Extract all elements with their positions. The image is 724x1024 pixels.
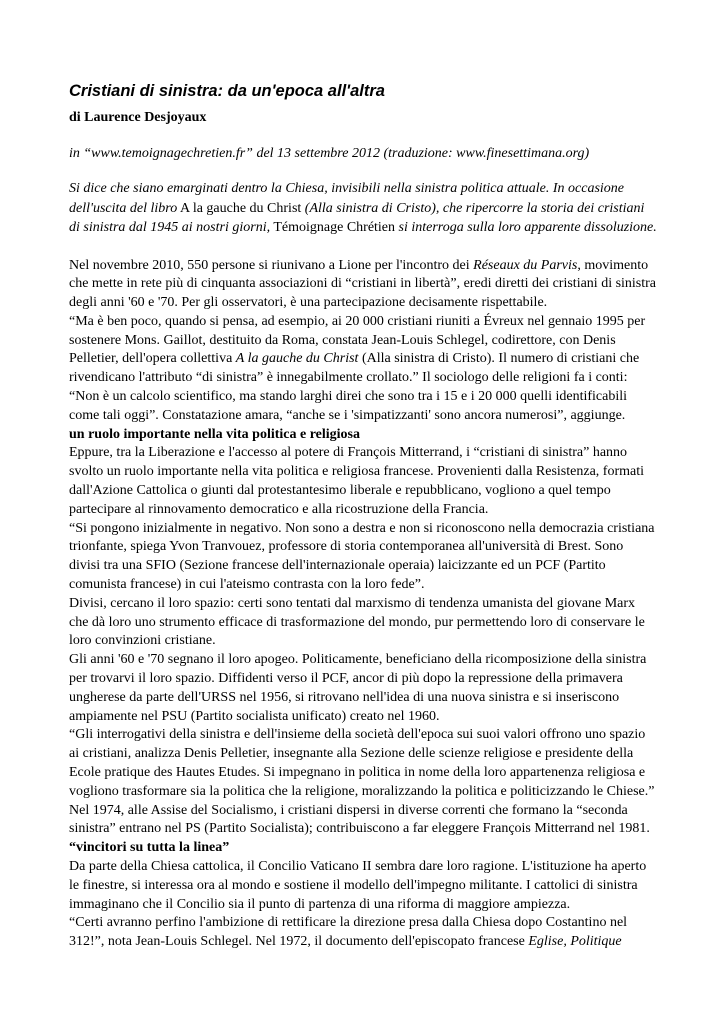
article-source: in “www.temoignagechretien.fr” del 13 settembre 2012 (traduzione: www.finesettimana.org) [69, 146, 590, 161]
paragraph-10 [69, 914, 657, 952]
paragraph-1-text: Nel novembre 2010, 550 persone si riunivano a Lione per l'incontro dei [69, 257, 474, 273]
intro-text-2: (Alla sinistra di Cristo), che ripercorre la storia dei cristiani di sinistra dal 1945 ai nostri giorni, [69, 200, 645, 235]
article-title: Cristiani di sinistra: da un'epoca all'altra [69, 82, 385, 100]
paragraph-1-text-end: , movimento che mette in rete più di cinquanta associazioni di “cristiani in libertà”, eredi diretti dei cristiani di sinistra degli anni '60 e '70. Per gli osservatori, è una partecipazione decisamente rispettabile. [69, 257, 657, 311]
intro-book-title: A la gauche du Christ [177, 200, 305, 216]
paragraph-2-text-end: (Alla sinistra di Cristo). Il numero di cristiani che rivendicano l'attributo “di sinistra” è innegabilmente crollato.” Il sociologo delle religioni fa i conti: “Non è un calcolo scientifico, ma stando larghi direi che sono tra i 15 e i 20 000 quelli identificabili come tali oggi”. Constatazione amara, “anche se i 'simpatizzanti' sono ancora numerosi”, aggiunge. [69, 351, 640, 423]
article-body [69, 257, 657, 952]
paragraph-5: Divisi, cercano il loro spazio: certi sono tentati dal marxismo di tendenza umanista del giovane Marx che dà loro uno strumento efficace di trasformazione del mondo, pur permettendo loro di conservare le loro convinzioni cristiane. [69, 595, 645, 649]
paragraph-4: “Si pongono inizialmente in negativo. Non sono a destra e non si riconoscono nella democrazia cristiana trionfante, spiega Yvon Tranvouez, professore di storia contemporanea all'università di Brest. Sono divisi tra una SFIO (Sezione francese dell'internazionale operaia) laicizzante ed un PCF (Partito comunista francese) in cui l'ateismo contrasta con la loro fede”. [69, 520, 655, 593]
section-heading-2: “vincitori su tutta la linea” [69, 840, 230, 856]
article [69, 80, 657, 952]
intro-text-3: si interroga sulla loro apparente dissoluzione. [398, 220, 657, 235]
paragraph-2-text: “Ma è ben poco, quando si pensa, ad esempio, ai 20 000 cristiani riuniti a Évreux nel gennaio 1995 per sostenere Mons. Gaillot, destituito da Roma, constata Jean-Louis Schlegel, codirettore, con Denis Pelletier, dell'opera collettiva [69, 313, 646, 367]
article-intro [69, 179, 657, 238]
paragraph-10-italic: Eglise, Politique [528, 934, 622, 950]
paragraph-1 [69, 257, 657, 313]
paragraph-7: “Gli interrogativi della sinistra e dell'insieme della società dell'epoca sui suoi valori offrono uno spazio ai cristiani, analizza Denis Pelletier, insegnante alla Sezione delle scienze religiose e presidente della Ecole pratique des Hautes Etudes. Si impegnano in politica in nome della loro appartenenza religiosa e vogliono trasformare sia la politica che la religione, moralizzando la politica e politicizzando le Chiese.” [69, 727, 655, 799]
intro-magazine-name: Témoignage Chrétien [270, 220, 399, 235]
paragraph-6: Gli anni '60 e '70 segnano il loro apogeo. Politicamente, beneficiano della ricomposizione della sinistra per trovarvi il loro spazio. Diffidenti verso il PCF, ancor di più dopo la repressione della primavera ungherese da parte dell'URSS nel 1956, si ritrovano nell'idea di una nuova sinistra e si inseriscono ampiamente nel PSU (Partito socialista unificato) creato nel 1960. [69, 652, 647, 724]
paragraph-1-italic: Réseaux du Parvis [473, 257, 578, 273]
paragraph-3: Eppure, tra la Liberazione e l'accesso al potere di François Mitterrand, i “cristiani di sinistra” hanno svolto un ruolo importante nella vita politica e religiosa francese. Provenienti dalla Resistenza, formati dall'Azione Cattolica o giunti dal protestantesimo liberale e repubblicano, vogliono a quel tempo partecipare al rinnovamento democratico e alla ricostruzione della Francia. [69, 445, 644, 517]
article-author: di Laurence Desjoyaux [69, 110, 207, 125]
paragraph-2-italic: A la gauche du Christ [235, 351, 359, 367]
intro-text-1: Si dice che siano emarginati dentro la Chiesa, invisibili nella sinistra politica attuale. In occasione dell'uscita del libro [69, 181, 625, 216]
section-heading-1: un ruolo importante nella vita politica e religiosa [69, 426, 361, 442]
paragraph-2 [69, 313, 657, 426]
paragraph-8: Nel 1974, alle Assise del Socialismo, i cristiani dispersi in diverse correnti che formano la “seconda sinistra” entrano nel PS (Partito Socialista); contribuiscono a far eleggere François Mitterrand nel 1981. [69, 802, 650, 837]
paragraph-9: Da parte della Chiesa cattolica, il Concilio Vaticano II sembra dare loro ragione. L'istituzione ha aperto le finestre, si interessa ora al mondo e sostiene il modello dell'impegno militante. I cattolici di sinistra immaginano che il Concilio sia il punto di partenza di una riforma di maggiore ampiezza. [69, 859, 647, 912]
paragraph-10-text: “Certi avranno perfino l'ambizione di rettificare la direzione presa dalla Chiesa dopo Costantino nel 312!”, nota Jean-Louis Schlegel. Nel 1972, il documento dell'episcopato francese [69, 915, 628, 950]
